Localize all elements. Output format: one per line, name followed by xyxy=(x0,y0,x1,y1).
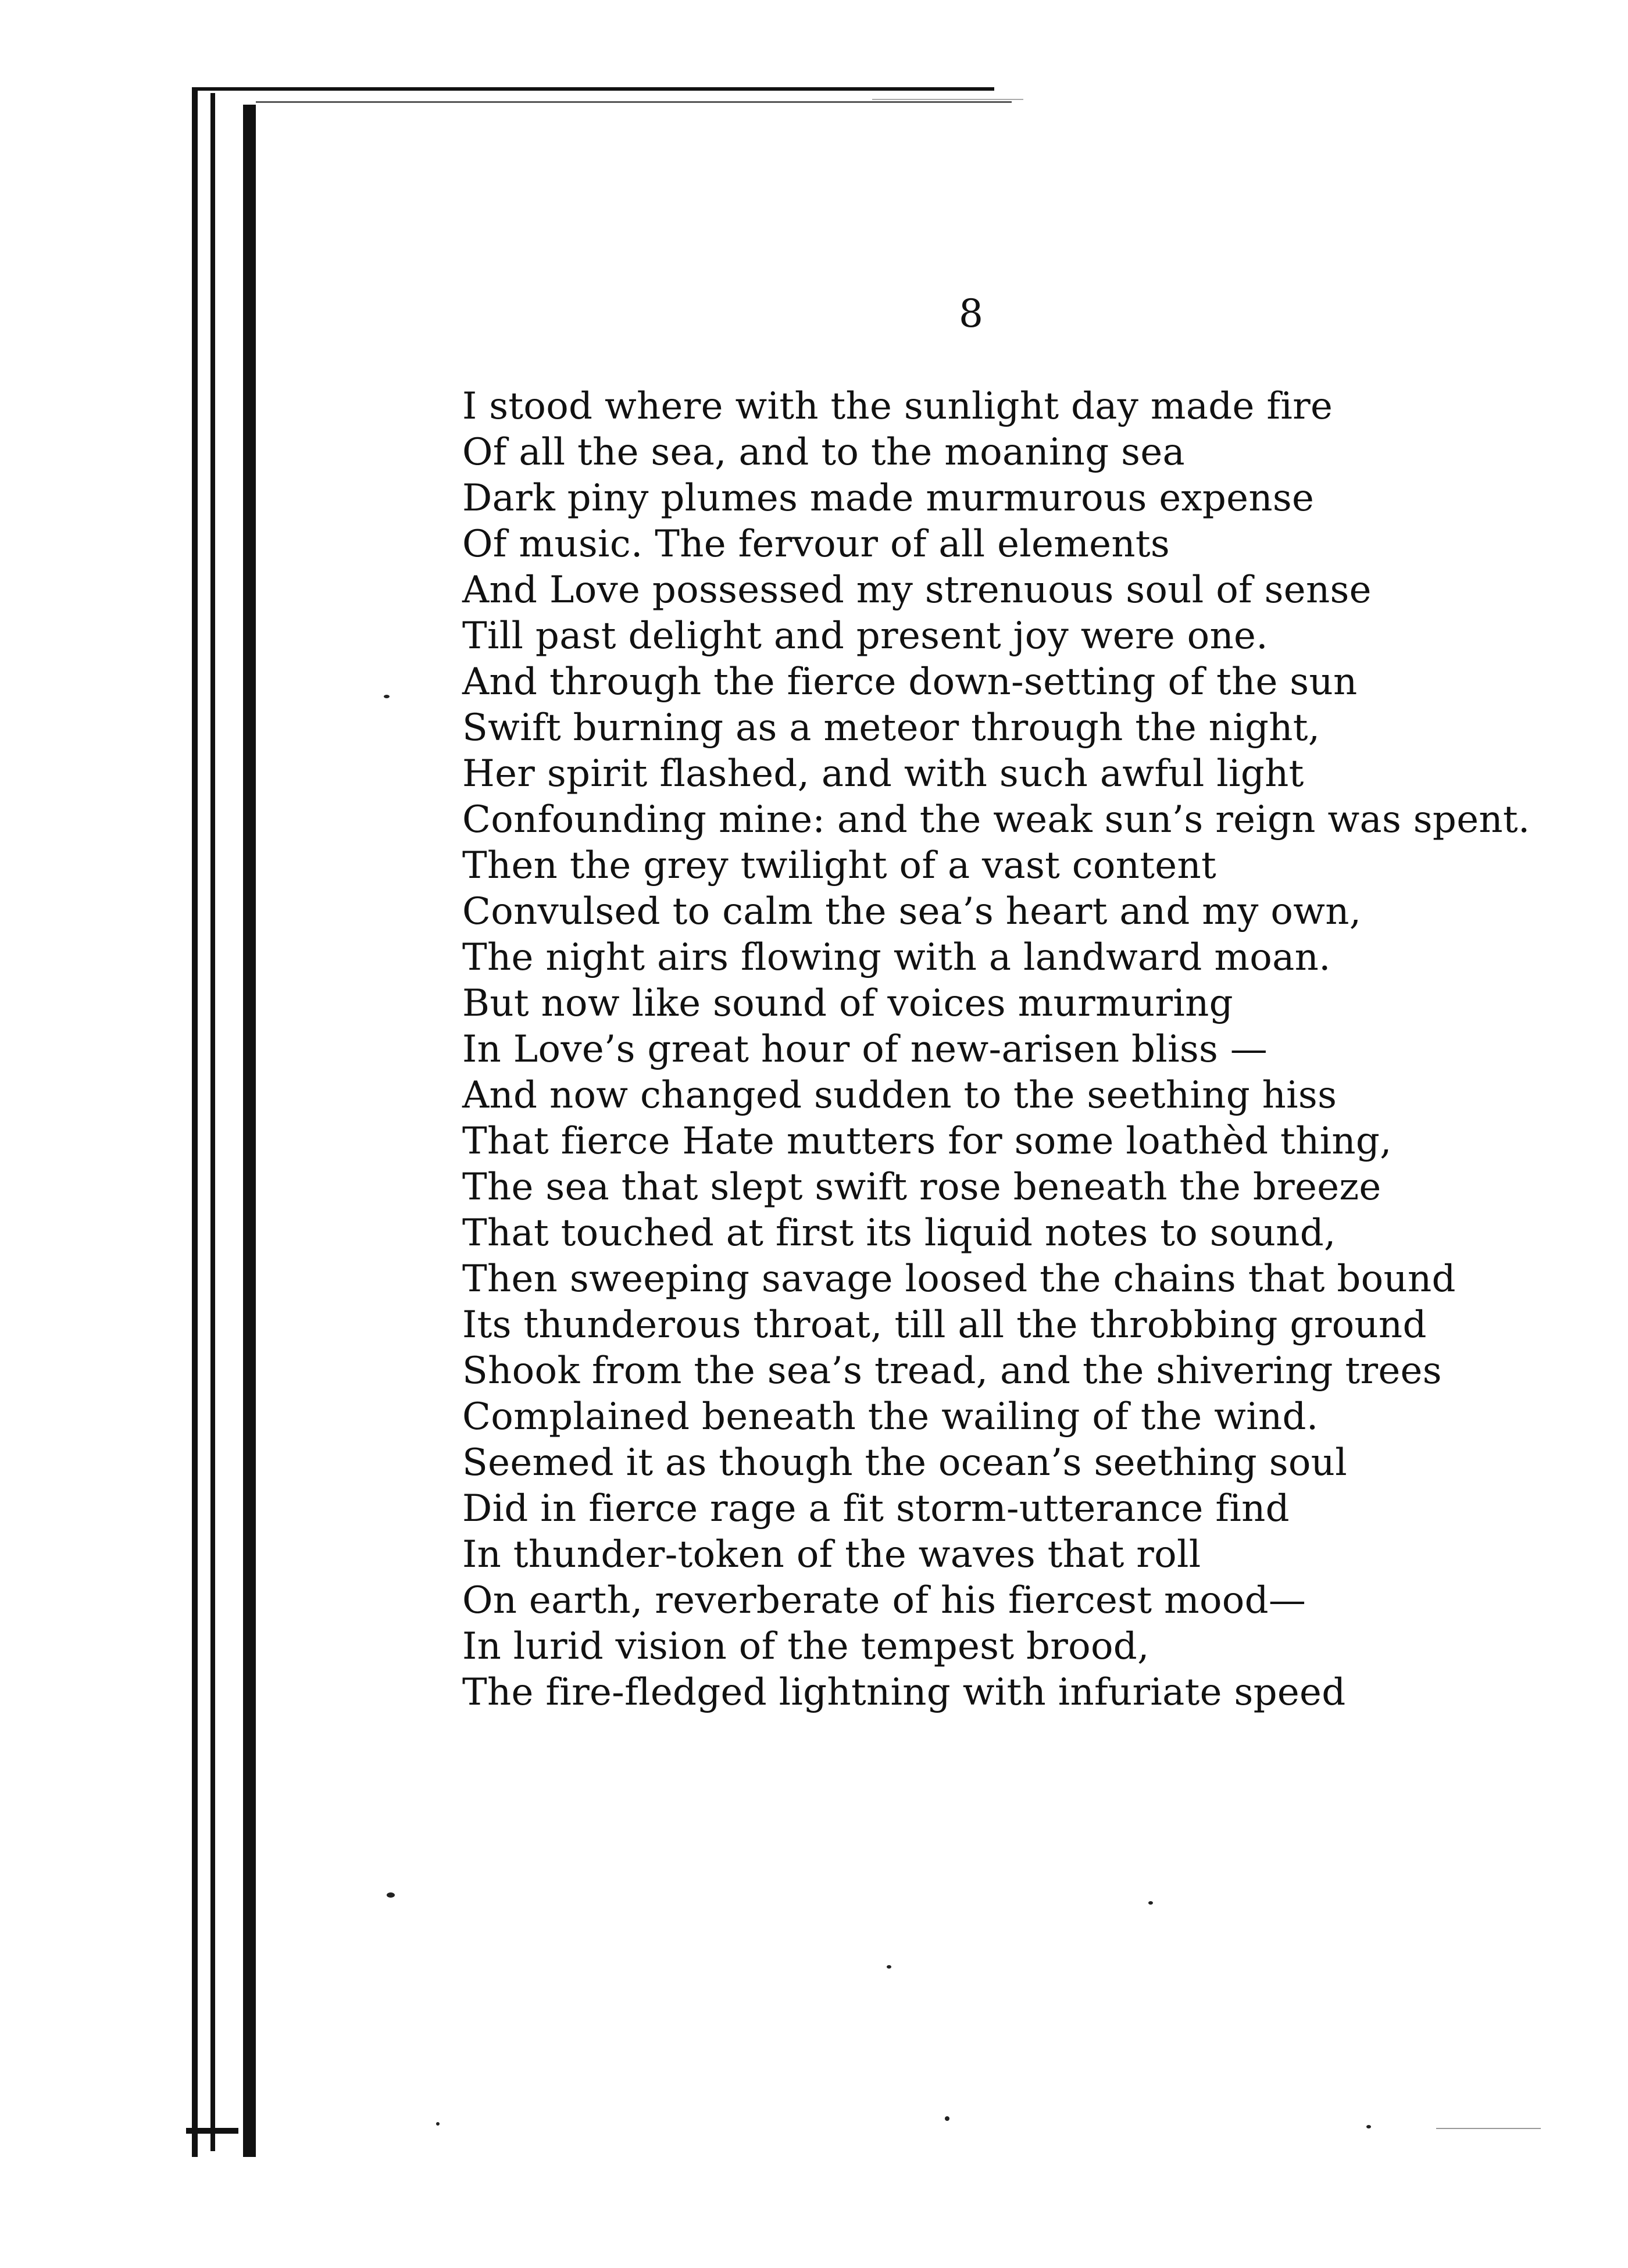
scan-speck xyxy=(887,1965,891,1969)
poem-text xyxy=(462,384,1530,1716)
poem-line: That fierce Hate mutters for some loathèd thing, xyxy=(462,1120,1392,1163)
binding-line-middle xyxy=(210,93,215,2151)
scan-speck xyxy=(384,695,390,698)
binding-top-rule-inner xyxy=(256,101,1012,103)
poem-line: Of music. The fervour of all elements xyxy=(462,523,1170,566)
binding-line-outer xyxy=(192,87,198,2157)
poem-line: But now like sound of voices murmuring xyxy=(462,982,1233,1025)
poem-line: Till past delight and present joy were one. xyxy=(462,615,1268,658)
book-binding-edge xyxy=(174,87,314,2157)
binding-line-thick xyxy=(243,105,256,2157)
scan-edge-dash xyxy=(872,99,1023,100)
poem-line: Her spirit flashed, and with such awful light xyxy=(462,752,1304,795)
poem-line: And through the fierce down-setting of the sun xyxy=(462,660,1358,703)
scan-speck xyxy=(1148,1901,1153,1905)
poem-line: I stood where with the sunlight day made fire xyxy=(462,385,1333,428)
poem-line: In thunder-token of the waves that roll xyxy=(462,1533,1201,1576)
scan-speck xyxy=(436,2122,440,2126)
poem-line: Complained beneath the wailing of the wind. xyxy=(462,1395,1319,1438)
scan-speck xyxy=(945,2116,949,2121)
poem-line: On earth, reverberate of his fiercest mood— xyxy=(462,1579,1306,1622)
binding-bottom-foot xyxy=(186,2128,238,2134)
scan-speck xyxy=(387,1892,395,1898)
poem-line: The night airs flowing with a landward moan. xyxy=(462,936,1331,979)
poem-line: Its thunderous throat, till all the throbbing ground xyxy=(462,1303,1427,1346)
poem-line: In Love’s great hour of new-arisen bliss — xyxy=(462,1028,1268,1071)
poem-line: Confounding mine: and the weak sun’s reign was spent. xyxy=(462,798,1530,841)
poem-line: Swift burning as a meteor through the night, xyxy=(462,706,1320,749)
poem-line: The sea that slept swift rose beneath the breeze xyxy=(462,1166,1381,1209)
poem-line: In lurid vision of the tempest brood, xyxy=(462,1625,1149,1668)
poem-line: Seemed it as though the ocean’s seething soul xyxy=(462,1441,1347,1484)
poem-line: Did in fierce rage a fit storm-utterance find xyxy=(462,1487,1290,1530)
scan-edge-dash xyxy=(1436,2128,1541,2129)
binding-top-rule xyxy=(192,87,994,91)
poem-line: That touched at first its liquid notes to sound, xyxy=(462,1212,1336,1255)
scan-speck xyxy=(1366,2125,1371,2128)
poem-line: Of all the sea, and to the moaning sea xyxy=(462,431,1185,474)
poem-line: Shook from the sea’s tread, and the shivering trees xyxy=(462,1349,1442,1392)
page-number: 8 xyxy=(959,291,983,336)
poem-line: And Love possessed my strenuous soul of sense xyxy=(462,569,1372,612)
poem-line: Convulsed to calm the sea’s heart and my own, xyxy=(462,890,1362,933)
poem-line: Then sweeping savage loosed the chains that bound xyxy=(462,1258,1456,1301)
poem-line: The fire-fledged lightning with infuriate speed xyxy=(462,1671,1346,1714)
poem-line: And now changed sudden to the seething hiss xyxy=(462,1074,1337,1117)
poem-line: Then the grey twilight of a vast content xyxy=(462,844,1216,887)
poem-line: Dark piny plumes made murmurous expense xyxy=(462,477,1315,520)
